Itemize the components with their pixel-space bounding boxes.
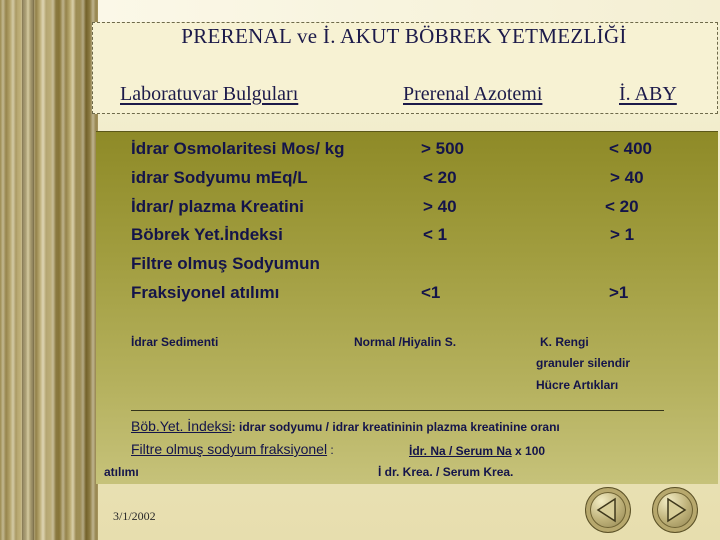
slide-date: 3/1/2002 [113,509,156,523]
decorative-left-strip [0,0,98,540]
note-bob-def: : idrar sodyumu / idrar kreatininin plazma kreatinine oranı [231,420,560,434]
row-prerenal-sodyum: < 20 [423,168,457,187]
row-label-indeks: Böbrek Yet.İndeksi [131,225,283,244]
note-fena-continuation: atılımı [104,465,139,479]
row-aby-kreatin: < 20 [605,197,639,216]
row-label-fraksiyonel: Fraksiyonel atılımı [131,283,280,302]
row-label-filtre: Filtre olmuş Sodyumun [131,254,320,273]
column-header-lab: Laboratuvar Bulguları [120,83,299,105]
row-prerenal-osmolarite: > 500 [421,139,465,158]
note-bob-line [131,418,560,434]
row-aby-fraksiyonel: >1 [609,283,629,302]
row-prerenal-indeks: < 1 [423,225,448,244]
previous-slide-button[interactable] [585,487,631,533]
slide-title: PRERENAL ve İ. AKUT BÖBREK YETMEZLİĞİ [181,24,627,48]
note-fena-denominator: İ dr. Krea. / Serum Krea. [378,465,514,479]
top-band [98,0,720,22]
note-fena-line [131,441,334,457]
column-header-prerenal: Prerenal Azotemi [403,83,543,105]
row-aby-osmolarite: < 400 [609,139,653,158]
sediment-aby-line-1: K. Rengi [540,335,589,349]
row-prerenal-kreatin: > 40 [423,197,457,216]
row-label-sodyum: idrar Sodyumu mEq/L [131,168,308,187]
note-fena-multiplier: x 100 [511,444,546,458]
row-label-osmolarite: İdrar Osmolaritesi Mos/ kg [131,139,345,158]
row-label-kreatin: İdrar/ plazma Kreatini [131,197,304,216]
row-prerenal-fraksiyonel: <1 [421,283,441,302]
note-fena-colon: : [327,443,334,457]
row-aby-indeks: > 1 [610,225,635,244]
sediment-prerenal: Normal /Hiyalin S. [354,335,457,349]
note-bob-term: Böb.Yet. İndeksi [131,418,232,434]
column-header-aby: İ. ABY [619,83,677,105]
sediment-aby-line-3: Hücre Artıkları [536,378,619,392]
sediment-label: İdrar Sedimenti [131,335,219,349]
note-fena-numerator: İdr. Na / Serum Na [409,444,512,458]
row-aby-sodyum: > 40 [610,168,644,187]
triangle-right-icon [653,488,697,532]
triangle-left-icon [586,488,630,532]
divider-line [131,410,664,411]
sediment-aby-line-2: granuler silendir [536,356,631,370]
note-fena-formula [409,444,545,458]
note-fena-term: Filtre olmuş sodyum fraksiyonel [131,441,328,457]
next-slide-button[interactable] [652,487,698,533]
